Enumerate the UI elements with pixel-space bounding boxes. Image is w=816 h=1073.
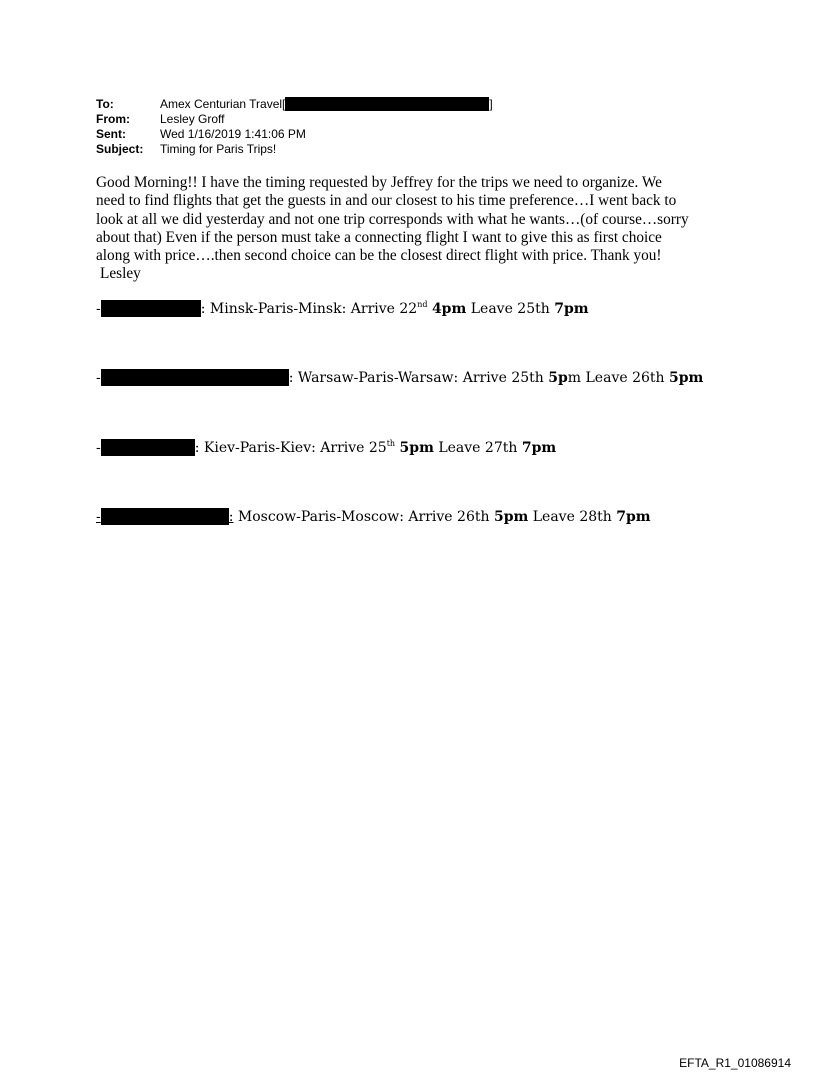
- trip-line: [96, 300, 589, 318]
- from-label: From:: [96, 112, 130, 126]
- subject-label: Subject:: [96, 142, 144, 156]
- dash: -: [96, 509, 101, 525]
- trip-line: [96, 369, 703, 387]
- ordinal-suffix: nd: [417, 300, 428, 309]
- to-value-end: ]: [489, 97, 493, 111]
- arrive-time: 5p: [548, 370, 568, 386]
- leave-text: Leave 26th: [581, 370, 669, 386]
- signature: Lesley: [100, 265, 141, 283]
- to-label: To:: [96, 97, 114, 111]
- redaction-bar: [101, 300, 201, 317]
- colon: :: [200, 301, 206, 317]
- arrive-time-rest: m: [567, 370, 582, 386]
- trip-line: [96, 439, 556, 457]
- leave-text: Leave 28th: [528, 509, 617, 525]
- leave-time: 7pm: [616, 509, 651, 525]
- trip-line: [96, 508, 651, 526]
- arrive-time: 5pm: [399, 440, 434, 456]
- to-value-text: Amex Centurian Travel[: [160, 97, 286, 111]
- arrive-time: 5pm: [493, 509, 529, 525]
- sent-label: Sent:: [96, 127, 126, 141]
- to-value: [160, 97, 493, 112]
- to-row: [96, 97, 493, 112]
- trip-route: Minsk-Paris-Minsk: Arrive 22: [205, 301, 418, 317]
- leave-time: 5pm: [669, 370, 704, 386]
- from-row: [96, 112, 493, 127]
- trip-route: Moscow-Paris-Moscow: Arrive 26th: [233, 509, 494, 525]
- colon: :: [288, 370, 294, 386]
- ordinal-suffix: th: [386, 439, 396, 448]
- email-body: [96, 174, 726, 284]
- sent-value: Wed 1/16/2019 1:41:06 PM: [160, 127, 306, 141]
- redaction-bar: [285, 97, 489, 111]
- from-value: Lesley Groff: [160, 112, 225, 126]
- subject-row: [96, 142, 493, 157]
- trip-route: Warsaw-Paris-Warsaw: Arrive 25th: [293, 370, 549, 386]
- document-id: EFTA_R1_01086914: [679, 1056, 791, 1070]
- redaction-bar: [101, 508, 229, 525]
- subject-value: Timing for Paris Trips!: [160, 142, 277, 156]
- arrive-time: 4pm: [431, 301, 467, 317]
- dash: -: [96, 440, 101, 456]
- redaction-bar: [101, 369, 289, 386]
- redaction-bar: [101, 439, 195, 456]
- leave-text: Leave 27th: [433, 440, 522, 456]
- dash: -: [96, 301, 101, 317]
- colon: :: [228, 509, 234, 525]
- leave-time: 7pm: [554, 301, 589, 317]
- leave-text: Leave 25th: [466, 301, 555, 317]
- body-paragraph: Good Morning!! I have the timing requested by Jeffrey for the trips we need to organize. We need to find flights that get the guests in and our closest to his time preference…I went back to look at all we did yesterday and not one trip corresponds with what he wants…(of course…sorry about that) Even if the person must take a connecting flight I want to give this as first choice along with price….then second choice can be the closest direct flight with price. Thank you!: [96, 174, 689, 265]
- trip-route: Kiev-Paris-Kiev: Arrive 25: [199, 440, 387, 456]
- colon: :: [194, 440, 200, 456]
- dash: -: [96, 370, 101, 386]
- sent-row: [96, 127, 493, 142]
- email-header: [96, 97, 493, 157]
- leave-time: 7pm: [521, 440, 557, 456]
